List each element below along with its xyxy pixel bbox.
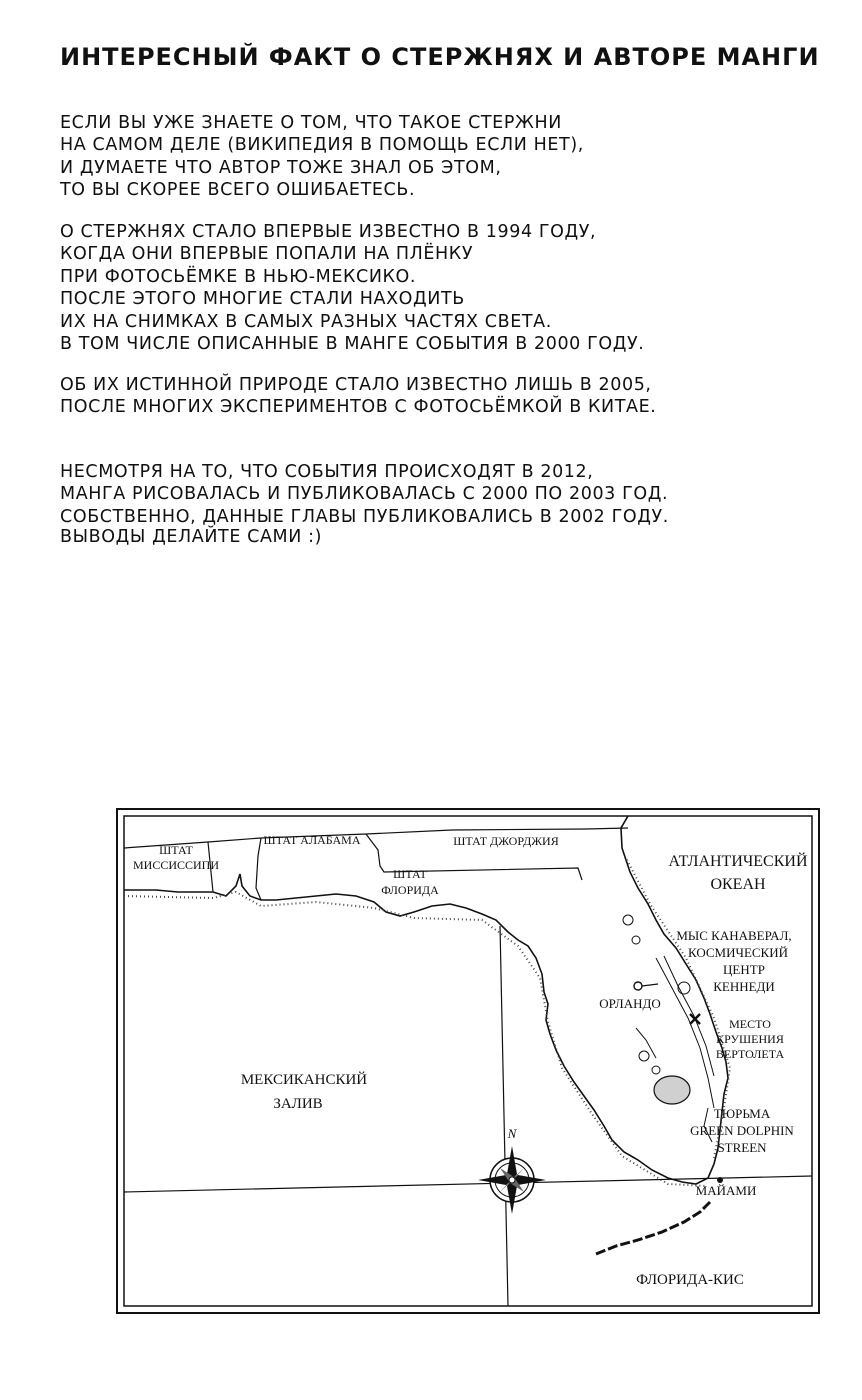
paragraph-nature: ОБ ИХ ИСТИННОЙ ПРИРОДЕ СТАЛО ИЗВЕСТНО ЛИШЬ В 2005, ПОСЛЕ МНОГИХ ЭКСПЕРИМЕНТОВ С ФОТОСЬЁМКОЙ В КИТАЕ. (60, 375, 657, 418)
label-prison-1: ТЮРЬМА (713, 1106, 771, 1121)
page-title: ИНТЕРЕСНЫЙ ФАКТ О СТЕРЖНЯХ И АВТОРЕ МАНГИ (60, 43, 820, 71)
label-florida-1: ШТАТ (393, 867, 427, 881)
label-florida-2: ФЛОРИДА (381, 883, 439, 897)
label-florida-keys: ФЛОРИДА-КИС (636, 1272, 744, 1288)
paragraph-timeline: НЕСМОТРЯ НА ТО, ЧТО СОБЫТИЯ ПРОИСХОДЯТ В 2012, МАНГА РИСОВАЛАСЬ И ПУБЛИКОВАЛАСЬ С 2000 ПО 2003 ГОД. СОБСТВЕННО, ДАННЫЕ ГЛАВЫ ПУБЛИКОВАЛИСЬ В 2002 ГОДУ. (60, 462, 669, 527)
florida-map (116, 808, 820, 1314)
label-georgia: ШТАТ ДЖОРДЖИЯ (453, 834, 559, 848)
orlando-marker (634, 982, 642, 990)
label-alabama: ШТАТ АЛАБАМА (263, 833, 361, 847)
label-canaveral-2: КОСМИЧЕСКИЙ (687, 945, 789, 960)
label-canaveral-3: ЦЕНТР (723, 962, 765, 977)
label-crash-1: МЕСТО (729, 1017, 771, 1031)
label-prison-2: GREEN DOLPHIN (690, 1123, 794, 1138)
label-prison-3: STREEN (717, 1140, 767, 1155)
label-crash-3: ВЕРТОЛЕТА (715, 1047, 785, 1061)
paragraph-conclusion: ВЫВОДЫ ДЕЛАЙТЕ САМИ :) (60, 527, 323, 547)
label-miami: МАЙАМИ (695, 1183, 757, 1198)
label-atlantic-1: АТЛАНТИЧЕСКИЙ (668, 853, 808, 870)
label-mississippi-2: МИССИССИПИ (132, 858, 220, 872)
label-mississippi-1: ШТАТ (159, 843, 193, 857)
label-orlando: ОРЛАНДО (599, 996, 661, 1011)
label-gulf-2: ЗАЛИВ (273, 1096, 323, 1112)
compass-north-label: N (507, 1126, 517, 1141)
label-canaveral-1: МЫС КАНАВЕРАЛ, (676, 928, 792, 943)
label-canaveral-4: КЕННЕДИ (713, 979, 775, 994)
label-crash-2: КРУШЕНИЯ (716, 1032, 784, 1046)
lake-okeechobee (654, 1076, 690, 1104)
paragraph-intro: ЕСЛИ ВЫ УЖЕ ЗНАЕТЕ О ТОМ, ЧТО ТАКОЕ СТЕРЖНИ НА САМОМ ДЕЛЕ (ВИКИПЕДИЯ В ПОМОЩЬ ЕСЛИ НЕТ), И ДУМАЕТЕ ЧТО АВТОР ТОЖЕ ЗНАЛ ОБ ЭТОМ, ТО ВЫ СКОРЕЕ ВСЕГО ОШИБАЕТЕСЬ. (60, 113, 584, 201)
paragraph-history: О СТЕРЖНЯХ СТАЛО ВПЕРВЫЕ ИЗВЕСТНО В 1994 ГОДУ, КОГДА ОНИ ВПЕРВЫЕ ПОПАЛИ НА ПЛЁНКУ ПРИ ФОТОСЬЁМКЕ В НЬЮ-МЕКСИКО. ПОСЛЕ ЭТОГО МНОГИЕ СТАЛИ НАХОДИТЬ ИХ НА СНИМКАХ В САМЫХ РАЗНЫХ ЧАСТЯХ СВЕТА. В ТОМ ЧИСЛЕ ОПИСАННЫЕ В МАНГЕ СОБЫТИЯ В 2000 ГОДУ. (60, 222, 645, 355)
label-atlantic-2: ОКЕАН (710, 876, 766, 893)
label-gulf-1: МЕКСИКАНСКИЙ (240, 1072, 368, 1088)
